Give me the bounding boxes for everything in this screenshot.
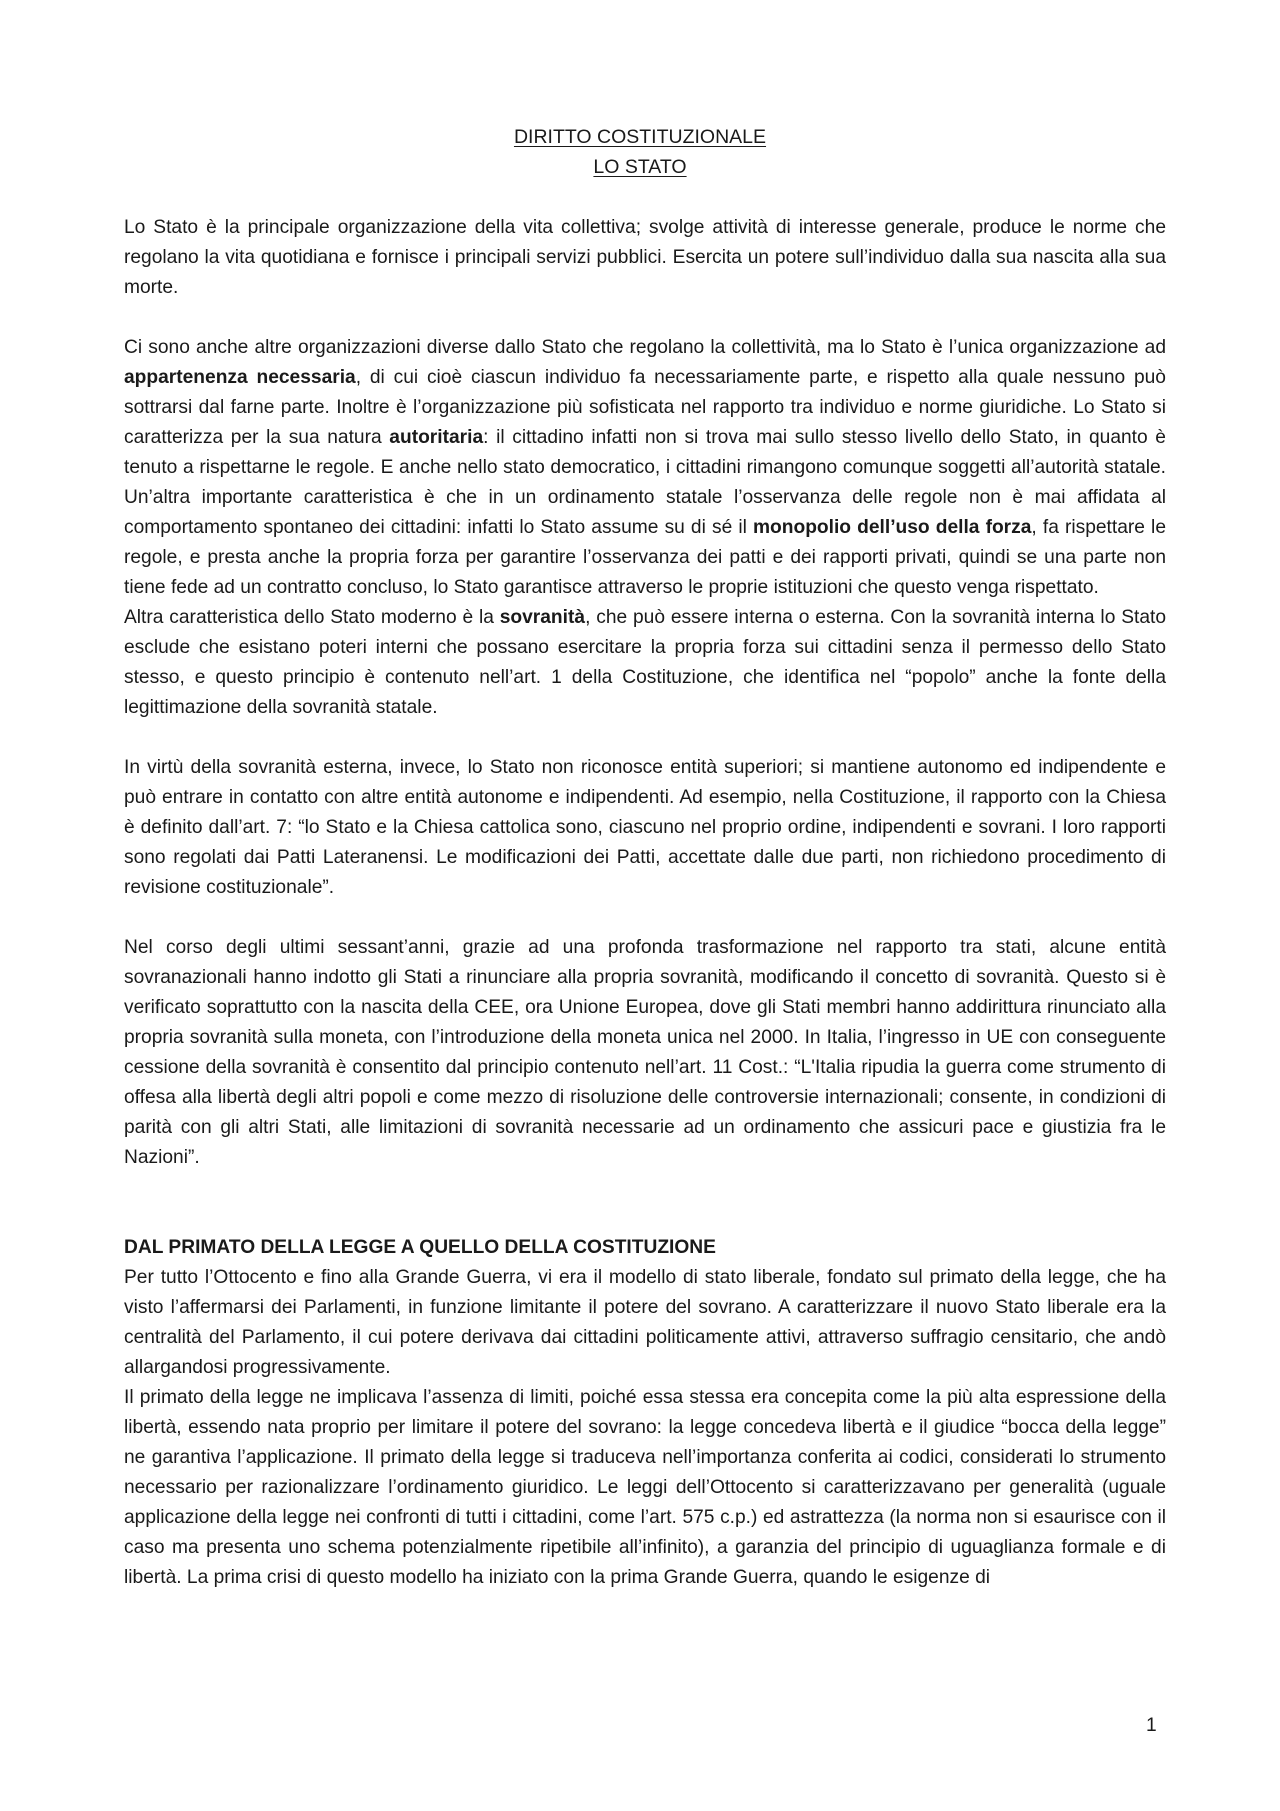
term-autoritaria: autoritaria <box>389 427 484 448</box>
section-heading: DAL PRIMATO DELLA LEGGE A QUELLO DELLA COSTITUZIONE <box>124 1237 716 1258</box>
paragraph-3 <box>124 603 1166 723</box>
page-number: 1 <box>1146 1715 1157 1736</box>
paragraph-5: Nel corso degli ultimi sessant’anni, grazie ad una profonda trasformazione nel rapporto tra stati, alcune entità sovranazionali hanno indotto gli Stati a rinunciare alla propria sovranità, modificando il concetto di sovranità. Questo si è verificato soprattutto con la nascita della CEE, ora Unione Europea, dove gli Stati membri hanno addirittura rinunciato alla propria sovranità sulla moneta, con l’introduzione della moneta unica nel 2000. In Italia, l’ingresso in UE con conseguente cessione della sovranità è consentito dal principio contenuto nell’art. 11 Cost.: “L'Italia ripudia la guerra come strumento di offesa alla libertà degli altri popoli e come mezzo di risoluzione delle controversie internazionali; consente, in condizioni di parità con gli altri Stati, alle limitazioni di sovranità necessarie ad un ordinamento che assicuri pace e giustizia fra le Nazioni”. <box>124 937 1166 1168</box>
paragraph-4: In virtù della sovranità esterna, invece, lo Stato non riconosce entità superiori; si mantiene autonomo ed indipendente e può entrare in contatto con altre entità autonome e indipendenti. Ad esempio, nella Costituzione, il rapporto con la Chiesa è definito dall’art. 7: “lo Stato e la Chiesa cattolica sono, ciascuno nel proprio ordine, indipendenti e sovrani. I loro rapporti sono regolati dai Patti Lateranensi. Le modificazioni dei Patti, accettate dalle due parti, non richiedono procedimento di revisione costituzionale”. <box>124 757 1166 898</box>
paragraph-1: Lo Stato è la principale organizzazione della vita collettiva; svolge attività di interesse generale, produce le norme che regolano la vita quotidiana e fornisce i principali servizi pubblici. Esercita un potere sull’individuo dalla sua nascita alla sua morte. <box>124 217 1166 298</box>
paragraph-7: Il primato della legge ne implicava l’assenza di limiti, poiché essa stessa era concepita come la più alta espressione della libertà, essendo nata proprio per limitare il potere del sovrano: la legge concedeva libertà e il giudice “bocca della legge” ne garantiva l’applicazione. Il primato della legge si traduceva nell’importanza conferita ai codici, considerati lo strumento necessario per razionalizzare l’ordinamento giuridico. Le leggi dell’Ottocento si caratterizzavano per generalità (uguale applicazione della legge nei confronti di tutti i cittadini, come l’art. 575 c.p.) ed astrattezza (la norma non si esaurisce con il caso ma presenta uno schema potenzialmente ripetibile all’infinito), a garanzia del principio di uguaglianza formale e di libertà. La prima crisi di questo modello ha iniziato con la prima Grande Guerra, quando le esigenze di <box>124 1387 1166 1588</box>
document-title <box>0 122 1280 182</box>
paragraph-2-text-a: Ci sono anche altre organizzazioni diverse dallo Stato che regolano la collettività, ma lo Stato è l’unica organizzazione ad <box>124 337 1166 358</box>
term-monopolio-forza: monopolio dell’uso della forza <box>752 517 1032 538</box>
title-line-1: DIRITTO COSTITUZIONALE <box>513 126 767 148</box>
term-sovranita: sovranità <box>499 607 586 628</box>
term-appartenenza-necessaria: appartenenza necessaria <box>124 367 356 388</box>
title-line-2: LO STATO <box>593 156 687 178</box>
paragraph-3-text-a: Altra caratteristica dello Stato moderno è la <box>124 607 500 628</box>
paragraph-3-text-c: , che può essere interna o esterna. Con la sovranità interna lo Stato esclude che esistano poteri interni che possano esercitare la propria forza sui cittadini senza il permesso dello Stato stesso, e questo principio è contenuto nell’art. 1 della Costituzione, che identifica nel “popolo” anche la fonte della legittimazione della sovranità statale. <box>124 607 1166 718</box>
paragraph-6: Per tutto l’Ottocento e fino alla Grande Guerra, vi era il modello di stato liberale, fondato sul primato della legge, che ha visto l’affermarsi dei Parlamenti, in funzione limitante il potere del sovrano. A caratterizzare il nuovo Stato liberale era la centralità del Parlamento, il cui potere derivava dai cittadini politicamente attivi, attraverso suffragio censitario, che andò allargandosi progressivamente. <box>124 1267 1166 1378</box>
paragraph-2-text-g: , fa rispettare le regole, e presta anche la propria forza per garantire l’osservanza dei patti e dei rapporti privati, quindi se una parte non tiene fede ad un contratto concluso, lo Stato garantisce attraverso le proprie istituzioni che questo venga rispettato. <box>124 517 1166 598</box>
paragraph-2-text-c: , di cui cioè ciascun individuo fa necessariamente parte, e rispetto alla quale nessuno può sottrarsi dal farne parte. Inoltre è l’organizzazione più sofisticata nel rapporto tra individuo e norme giuridiche. Lo Stato si caratterizza per la sua natura <box>124 367 1166 448</box>
document-body <box>124 213 1166 1593</box>
paragraph-2 <box>124 333 1166 603</box>
paragraph-2-text-e: : il cittadino infatti non si trova mai sullo stesso livello dello Stato, in quanto è tenuto a rispettarne le regole. E anche nello stato democratico, i cittadini rimangono comunque soggetti all’autorità statale. Un’altra importante caratteristica è che in un ordinamento statale l’osservanza delle regole non è mai affidata al comportamento spontaneo dei cittadini: infatti lo Stato assume su di sé il <box>124 427 1166 538</box>
